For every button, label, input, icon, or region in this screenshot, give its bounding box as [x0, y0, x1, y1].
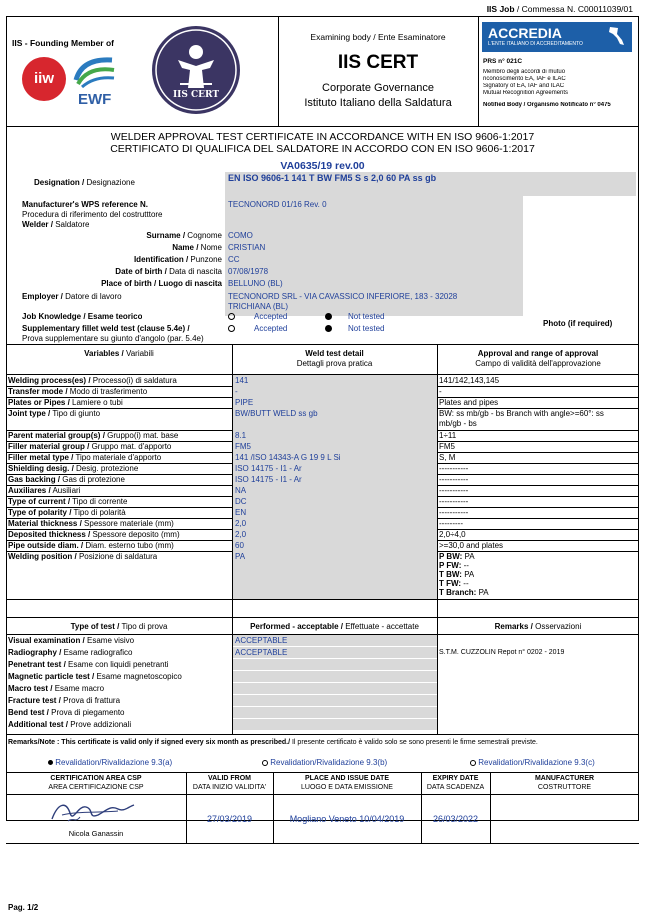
variable-label: Material thickness / Spessore materiale (mm)	[8, 519, 174, 528]
variable-value: DC	[235, 497, 247, 506]
test-result: ACCEPTABLE	[235, 636, 288, 645]
identification-value: CC	[228, 255, 240, 264]
welder-label: Welder / Saldatore	[22, 220, 90, 229]
test-label: Penetrant test / Esame con liquidi penetranti	[8, 660, 169, 669]
variable-label: Pipe outside diam. / Diam. esterno tubo (mm)	[8, 541, 174, 550]
variable-label: Deposited thickness / Spessore deposito (mm)	[8, 530, 180, 539]
ewf-logo: EWF	[78, 92, 112, 108]
revalidation-a-radio	[48, 760, 53, 765]
identification-label: Identification / Punzone	[133, 255, 222, 264]
variable-value-field	[233, 397, 437, 408]
test-result-field	[233, 695, 437, 706]
founding-member-label: IIS - Founding Member of	[12, 38, 114, 48]
test-result: ACCEPTABLE	[235, 648, 288, 657]
variable-value: -	[235, 387, 238, 396]
test-result-field	[233, 719, 437, 730]
variable-range: -----------	[439, 508, 469, 517]
variable-value-field	[233, 529, 437, 540]
variable-value: 2,0	[235, 519, 247, 528]
heading-en: WELDER APPROVAL TEST CERTIFICATE IN ACCORDANCE WITH EN ISO 9606-1:2017	[110, 131, 535, 143]
fillet-label: Supplementary fillet weld test (clause 5.4e) /	[22, 324, 190, 333]
variable-label: Joint type / Tipo di giunto	[8, 409, 101, 418]
revalidation-a: Revalidation/Rivalidazione 9.3(a)	[48, 758, 172, 767]
revalidation-b-radio	[262, 760, 268, 766]
test-label: Bend test / Prova di piegamento	[8, 708, 125, 717]
variable-label: Parent material group(s) / Gruppo(i) mat. base	[8, 431, 179, 440]
member-line-2: riconoscimento EA, IAF e ILAC	[483, 76, 566, 82]
variable-value-field	[233, 551, 437, 599]
variable-label: Welding position / Posizione di saldatura	[8, 552, 158, 561]
variable-label: Transfer mode / Modo di trasferimento	[8, 387, 148, 396]
wps-value: TECNONORD 01/16 Rev. 0	[228, 200, 327, 209]
test-result-field	[233, 671, 437, 682]
variable-range-line2: mb/gb - bs	[439, 419, 477, 428]
variable-range: FM5	[439, 442, 455, 451]
variable-value: NA	[235, 486, 247, 495]
variable-range: -----------	[439, 486, 469, 495]
fillet-accepted-radio[interactable]	[228, 325, 235, 332]
birth-date-value: 07/08/1978	[228, 267, 269, 276]
manufacturer-header: MANUFACTURER	[534, 775, 595, 782]
page-number: Pag. 1/2	[8, 903, 39, 912]
variable-range: -----------	[439, 464, 469, 473]
employer-value-1: TECNONORD SRL - VIA CAVASSICO INFERIORE, 183 - 32028	[228, 292, 458, 301]
variable-value-field	[233, 507, 437, 518]
fillet-not-tested-label: Not tested	[348, 324, 385, 333]
expiry-header: EXPIRY DATE	[432, 775, 479, 782]
variable-value: 60	[235, 541, 244, 550]
position-range: T BW: PA	[439, 570, 475, 579]
cert-area-header: CERTIFICATION AREA CSP	[50, 775, 142, 782]
weld-test-header: Weld test detail	[305, 349, 364, 358]
manufacturer-header-it: COSTRUTTORE	[537, 784, 592, 791]
variable-range: -----------	[439, 475, 469, 484]
variable-range: ---------	[439, 519, 463, 528]
variable-value-field	[233, 540, 437, 551]
cert-area-header-it: AREA CERTIFICAZIONE CSP	[48, 784, 144, 791]
expiry-header-it: DATA SCADENZA	[426, 784, 485, 791]
surname-value: COMO	[228, 231, 253, 240]
iis-cert-logo: IIS CERT	[152, 26, 240, 114]
variable-label: Type of current / Tipo di corrente	[8, 497, 128, 506]
variable-value-field	[233, 441, 437, 452]
expiry-value: 26/03/2022	[432, 814, 479, 824]
employer-value-2: TRICHIANA (BL)	[228, 302, 289, 311]
name-value: CRISTIAN	[228, 243, 266, 252]
issue-header-it: LUOGO E DATA EMISSIONE	[301, 784, 393, 791]
iiw-logo: iiw	[22, 57, 66, 101]
iis-cert-title: IIS CERT	[337, 52, 419, 73]
revalidation-c-radio	[470, 760, 476, 766]
variable-range: BW: ss mb/gb - bs Branch with angle>=60°: ss	[439, 409, 604, 418]
fillet-not-tested-radio[interactable]	[325, 325, 332, 332]
not-tested-radio[interactable]	[325, 313, 332, 320]
remarks-header: Remarks / Osservazioni	[494, 622, 582, 631]
test-label: Magnetic particle test / Esame magnetoscopico	[8, 672, 182, 681]
job-number: IIS Job / Commessa N. C00011039/01	[486, 4, 633, 14]
variable-range: Plates and pipes	[439, 398, 499, 407]
variable-range: >=30,0 and plates	[439, 541, 504, 550]
test-result-field	[233, 683, 437, 694]
issue-value: Mogliano Veneto 10/04/2019	[289, 814, 405, 824]
variable-range: 1÷11	[439, 431, 457, 440]
accredia-logo: ACCREDIA L'ENTE ITALIANO DI ACCREDITAMENTO	[482, 22, 632, 52]
wps-label: Manufacturer's WPS reference N.	[22, 200, 148, 209]
test-result-field	[233, 659, 437, 670]
fillet-label-it: Prova supplementare su giunto d'angolo (par. 5.4e)	[22, 334, 204, 343]
accepted-radio[interactable]	[228, 313, 235, 320]
variable-range: -	[439, 387, 442, 396]
surname-label: Surname / Cognome	[146, 231, 222, 240]
birth-place-label: Place of birth / Luogo di nascita	[101, 279, 222, 288]
variable-value-field	[233, 430, 437, 441]
variable-label: Welding process(es) / Processo(i) di saldatura	[8, 376, 177, 385]
job-knowledge-label: Job Knowledge / Esame teorico	[22, 312, 143, 321]
variable-range: -----------	[439, 497, 469, 506]
valid-from-header-it: DATA INIZIO VALIDITA'	[192, 784, 267, 791]
signer-name: Nicola Ganassin	[68, 829, 124, 838]
position-range: P BW: PA	[439, 552, 475, 561]
variable-value-field	[233, 386, 437, 397]
variables-header: Variables / Variabili	[84, 349, 154, 358]
knowledge-not-tested-label: Not tested	[348, 312, 385, 321]
member-line-3: Signatory of EA, IAF and ILAC	[483, 83, 565, 89]
issue-header: PLACE AND ISSUE DATE	[304, 775, 389, 782]
certificate-number: VA0635/19 rev.00	[280, 160, 365, 172]
variable-range: 2,0÷4,0	[439, 530, 466, 539]
institute-name: Istituto Italiano della Saldatura	[304, 97, 452, 109]
designation-label: Designation / Designazione	[34, 178, 135, 187]
test-label: Fracture test / Prova di frattura	[8, 696, 121, 705]
approval-header: Approval and range of approval	[477, 349, 599, 358]
revalidation-b: Revalidation/Rivalidazione 9.3(b)	[262, 758, 387, 767]
variable-value-field	[233, 375, 437, 386]
variable-value: 2,0	[235, 530, 247, 539]
variable-value: PIPE	[235, 398, 254, 407]
variable-value: 8.1	[235, 431, 247, 440]
variable-label: Plates or Pipes / Lamiere o tubi	[8, 398, 123, 407]
variable-label: Filler metal type / Tipo materiale d'apporto	[8, 453, 162, 462]
fillet-accepted-label: Accepted	[254, 324, 288, 333]
variable-range: 141/142,143,145	[439, 376, 500, 385]
type-of-test-header: Type of test / Tipo di prova	[70, 622, 168, 631]
valid-from-header: VALID FROM	[207, 775, 252, 782]
test-result-field	[233, 707, 437, 718]
position-range: T FW: --	[439, 579, 469, 588]
variable-label: Shielding desig. / Desig. protezione	[8, 464, 139, 473]
signature-image	[48, 797, 138, 827]
variable-label: Type of polarity / Tipo di polarità	[8, 508, 126, 517]
ewf-globe-icon	[72, 54, 116, 88]
designation-value: EN ISO 9606-1 141 T BW FM5 S s 2,0 60 PA ss gb	[228, 173, 437, 183]
test-label: Macro test / Esame macro	[8, 684, 105, 693]
test-remark: S.T.M. CUZZOLIN Repot n° 0202 - 2019	[439, 649, 565, 656]
employer-label: Employer / Datore di lavoro	[22, 292, 122, 301]
test-label: Radiography / Esame radiografico	[8, 648, 133, 657]
variable-label: Gas backing / Gas di protezione	[8, 475, 125, 484]
heading-it: CERTIFICATO DI QUALIFICA DEL SALDATORE IN ACCORDO CON EN ISO 9606-1:2017	[110, 143, 535, 155]
variable-label: Auxiliares / Ausiliari	[8, 486, 81, 495]
variable-value: BW/BUTT WELD ss gb	[235, 409, 318, 418]
member-line-1: Membro degli accordi di mutuo	[483, 69, 566, 75]
italy-map-icon	[606, 25, 626, 49]
test-label: Additional test / Prove addizionali	[8, 720, 132, 729]
variable-value-field	[233, 485, 437, 496]
variable-value: ISO 14175 - I1 - Ar	[235, 475, 302, 484]
test-label: Visual examination / Esame visivo	[8, 636, 135, 645]
examining-body: Examining body / Ente Esaminatore	[310, 32, 446, 42]
corporate-governance: Corporate Governance	[322, 82, 434, 94]
variable-value: ISO 14175 - I1 - Ar	[235, 464, 302, 473]
variable-range: S, M	[439, 453, 456, 462]
photo-label: Photo (if required)	[543, 319, 613, 328]
valid-from-value: 27/03/2019	[206, 814, 253, 824]
variable-value: FM5	[235, 442, 251, 451]
variable-value: 141	[235, 376, 249, 385]
approval-header-it: Campo di validità dell'approvazione	[475, 359, 601, 368]
member-line-4: Mutual Recognition Agreements	[483, 90, 569, 96]
variable-value-field	[233, 496, 437, 507]
weld-test-header-it: Dettagli prova pratica	[296, 359, 373, 368]
variable-value: PA	[235, 552, 246, 561]
revalidation-c: Revalidation/Rivalidazione 9.3(c)	[470, 758, 595, 767]
variable-value: 141 /ISO 14343-A G 19 9 L Si	[235, 453, 341, 462]
remarks-note: Remarks/Note : This certificate is valid only if signed every six month as prescribed./ Il presente certificato è valido solo se sono presenti le firme semestrali previste.	[8, 739, 538, 746]
variable-value: EN	[235, 508, 247, 517]
birth-place-value: BELLUNO (BL)	[228, 279, 283, 288]
notified-body: Notified Body / Organismo Notificato n° 0475	[483, 102, 611, 108]
name-label: Name / Nome	[172, 243, 222, 252]
variable-value-field	[233, 518, 437, 529]
prs-number: PRS n° 021C	[483, 58, 523, 65]
knowledge-accepted-label: Accepted	[254, 312, 288, 321]
birth-date-label: Date of birth / Data di nascita	[115, 267, 222, 276]
variable-label: Filler material group / Gruppo mat. d'apporto	[8, 442, 172, 451]
position-range: T Branch: PA	[439, 588, 489, 597]
performed-header: Performed - acceptable / Effettuate - accettate	[250, 622, 419, 631]
position-range: P FW: --	[439, 561, 469, 570]
wps-label-it: Procedura di riferimento del costrutttore	[22, 210, 163, 219]
